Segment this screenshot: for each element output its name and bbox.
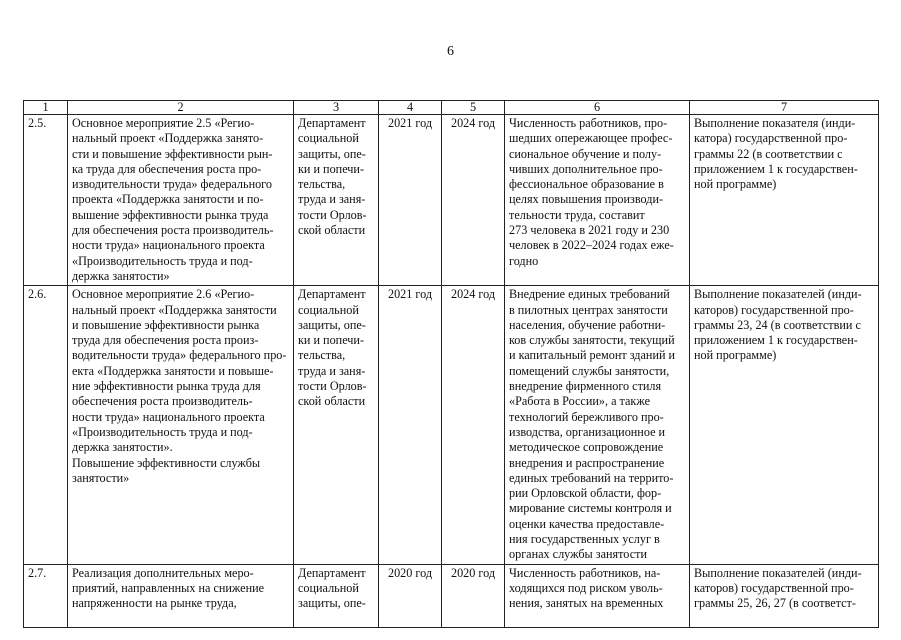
result-cell-line: «Работа в России», а также: [509, 394, 651, 409]
measure-cell-line: для обеспечения роста производитель-: [72, 223, 274, 238]
result-cell-line: ков службы занятости, текущий: [509, 333, 675, 348]
executor-cell-line: ской области: [298, 394, 366, 409]
indicator-cell: [690, 115, 879, 286]
executor-cell-line: тости Орлов-: [298, 207, 367, 222]
result-cell-line: Внедрение единых требований: [509, 287, 670, 302]
executor-cell: [294, 115, 379, 286]
executor-cell-line: труда и заня-: [298, 192, 366, 207]
result-cell: [505, 564, 690, 627]
executor-cell-line: тельства,: [298, 177, 346, 192]
measure-cell-line: обеспечения роста производитель-: [72, 394, 253, 409]
end-year-cell: 2024 год: [442, 286, 505, 564]
result-cell-line: методическое сопровождение: [509, 440, 664, 455]
indicator-cell-line: приложением 1 к государствен-: [694, 161, 858, 176]
column-header: 1: [24, 101, 68, 115]
measure-cell-line: держка занятости»: [72, 268, 170, 283]
measure-cell-line: держка занятости».: [72, 440, 173, 455]
measure-cell-line: ние эффективности рынка труда для: [72, 379, 261, 394]
column-header: 3: [294, 101, 379, 115]
executor-cell: [294, 564, 379, 627]
column-header: 2: [68, 101, 294, 115]
result-cell-line: нения, занятых на временных: [509, 596, 664, 611]
indicator-cell: [690, 564, 879, 627]
executor-cell: [294, 286, 379, 564]
result-cell-line: помещений службы занятости,: [509, 363, 670, 378]
executor-cell-line: социальной: [298, 580, 359, 595]
result-cell-line: технологий бережливого про-: [509, 409, 664, 424]
executor-cell-line: Департамент: [298, 287, 366, 302]
measure-cell-line: сти и повышение эффективности рын-: [72, 146, 273, 161]
item-number-cell: 2.7.: [24, 564, 68, 627]
measure-cell-line: ности труда» национального проекта: [72, 409, 265, 424]
result-cell-line: человек в 2022–2024 годах еже-: [509, 238, 674, 253]
measure-cell-line: водительности труда» федерального про-: [72, 348, 287, 363]
indicator-cell-line: катора) государственной про-: [694, 131, 848, 146]
result-cell: [505, 286, 690, 564]
column-header: 4: [379, 101, 442, 115]
measure-cell-line: «Производительность труда и под-: [72, 424, 253, 439]
executor-cell-line: ки и попечи-: [298, 333, 365, 348]
measure-cell-line: нальный проект «Поддержка занято-: [72, 131, 264, 146]
item-number-cell: 2.6.: [24, 286, 68, 564]
measure-cell-line: проекта «Поддержка занятости и по-: [72, 192, 264, 207]
result-cell: [505, 115, 690, 286]
measure-cell: [68, 115, 294, 286]
measure-cell-line: приятий, направленных на снижение: [72, 580, 265, 595]
measure-cell-line: занятости»: [72, 470, 130, 485]
column-header: 5: [442, 101, 505, 115]
indicator-cell-line: Выполнение показателей (инди-: [694, 287, 862, 302]
measure-cell-line: Основное мероприятие 2.6 «Регио-: [72, 287, 255, 302]
table-row: [24, 286, 879, 564]
item-number-cell: 2.5.: [24, 115, 68, 286]
result-cell-line: изводства, организационное и: [509, 424, 666, 439]
indicator-cell-line: граммы 25, 26, 27 (в соответст-: [694, 596, 856, 611]
measure-cell-line: ности труда» национального проекта: [72, 238, 265, 253]
result-cell-line: тельности труда, составит: [509, 207, 645, 222]
measure-cell-line: ка труда для обеспечения роста про-: [72, 161, 262, 176]
start-year-cell: 2021 год: [379, 115, 442, 286]
indicator-cell-line: каторов) государственной про-: [694, 580, 854, 595]
result-cell-line: чивших дополнительное про-: [509, 161, 663, 176]
result-cell-line: органах службы занятости: [509, 547, 647, 562]
result-cell-line: 273 человека в 2021 году и 230: [509, 223, 670, 238]
indicator-cell-line: граммы 22 (в соответствии с: [694, 146, 843, 161]
executor-cell-line: ской области: [298, 223, 366, 238]
measure-cell-line: и повышение эффективности рынка: [72, 317, 260, 332]
executor-cell-line: тости Орлов-: [298, 379, 367, 394]
result-cell-line: и капитальный ремонт зданий и: [509, 348, 676, 363]
indicator-cell-line: каторов) государственной про-: [694, 302, 854, 317]
program-table: [23, 100, 879, 628]
measure-cell-line: «Производительность труда и под-: [72, 253, 253, 268]
result-cell-line: ходящихся под риском уволь-: [509, 580, 663, 595]
executor-cell-line: Департамент: [298, 116, 366, 130]
result-cell-line: в пилотных центрах занятости: [509, 302, 668, 317]
measure-cell-line: Реализация дополнительных меро-: [72, 565, 254, 580]
result-cell-line: фессиональное образование в: [509, 177, 664, 192]
start-year-cell: 2020 год: [379, 564, 442, 627]
result-cell-line: Численность работников, про-: [509, 116, 668, 130]
measure-cell-line: напряженности на рынке труда,: [72, 596, 237, 611]
page-number: 6: [447, 44, 454, 59]
indicator-cell-line: граммы 23, 24 (в соответствии с: [694, 317, 861, 332]
executor-cell-line: Департамент: [298, 565, 366, 580]
measure-cell-line: нальный проект «Поддержка занятости: [72, 302, 277, 317]
end-year-cell: 2024 год: [442, 115, 505, 286]
executor-cell-line: защиты, опе-: [298, 596, 366, 611]
indicator-cell-line: ной программе): [694, 348, 777, 363]
result-cell-line: единых требований на террито-: [509, 470, 674, 485]
indicator-cell-line: ной программе): [694, 177, 777, 192]
result-cell-line: шедших опережающее профес-: [509, 131, 673, 146]
indicator-cell-line: Выполнение показателя (инди-: [694, 116, 856, 130]
executor-cell-line: социальной: [298, 302, 359, 317]
executor-cell-line: защиты, опе-: [298, 317, 366, 332]
measure-cell: [68, 564, 294, 627]
result-cell-line: внедрения и распространение: [509, 455, 665, 470]
measure-cell-line: вышение эффективности рынка труда: [72, 207, 269, 222]
result-cell-line: оценки качества предоставле-: [509, 516, 665, 531]
column-header: 7: [690, 101, 879, 115]
result-cell-line: населения, обучение работни-: [509, 317, 666, 332]
executor-cell-line: ки и попечи-: [298, 161, 365, 176]
end-year-cell: 2020 год: [442, 564, 505, 627]
result-cell-line: ния государственных услуг в: [509, 532, 660, 547]
measure-cell-line: изводительности труда» федерального: [72, 177, 272, 192]
result-cell-line: годно: [509, 253, 539, 268]
executor-cell-line: труда и заня-: [298, 363, 366, 378]
measure-cell-line: екта «Поддержка занятости и повыше-: [72, 363, 274, 378]
start-year-cell: 2021 год: [379, 286, 442, 564]
measure-cell: [68, 286, 294, 564]
result-cell-line: мирование системы контроля и: [509, 501, 672, 516]
indicator-cell: [690, 286, 879, 564]
result-cell-line: сиональное обучение и полу-: [509, 146, 662, 161]
executor-cell-line: тельства,: [298, 348, 346, 363]
header-row: [24, 101, 879, 115]
indicator-cell-line: приложением 1 к государствен-: [694, 333, 858, 348]
column-header: 6: [505, 101, 690, 115]
executor-cell-line: защиты, опе-: [298, 146, 366, 161]
result-cell-line: целях повышения производи-: [509, 192, 664, 207]
measure-cell-line: труда для обеспечения роста произ-: [72, 333, 259, 348]
measure-cell-line: Повышение эффективности службы: [72, 455, 261, 470]
result-cell-line: Численность работников, на-: [509, 565, 661, 580]
indicator-cell-line: Выполнение показателей (инди-: [694, 565, 862, 580]
executor-cell-line: социальной: [298, 131, 359, 146]
table-row: [24, 115, 879, 286]
table-row: [24, 564, 879, 627]
result-cell-line: рии Орловской области, фор-: [509, 486, 662, 501]
measure-cell-line: Основное мероприятие 2.5 «Регио-: [72, 116, 255, 130]
result-cell-line: внедрение фирменного стиля: [509, 379, 662, 394]
